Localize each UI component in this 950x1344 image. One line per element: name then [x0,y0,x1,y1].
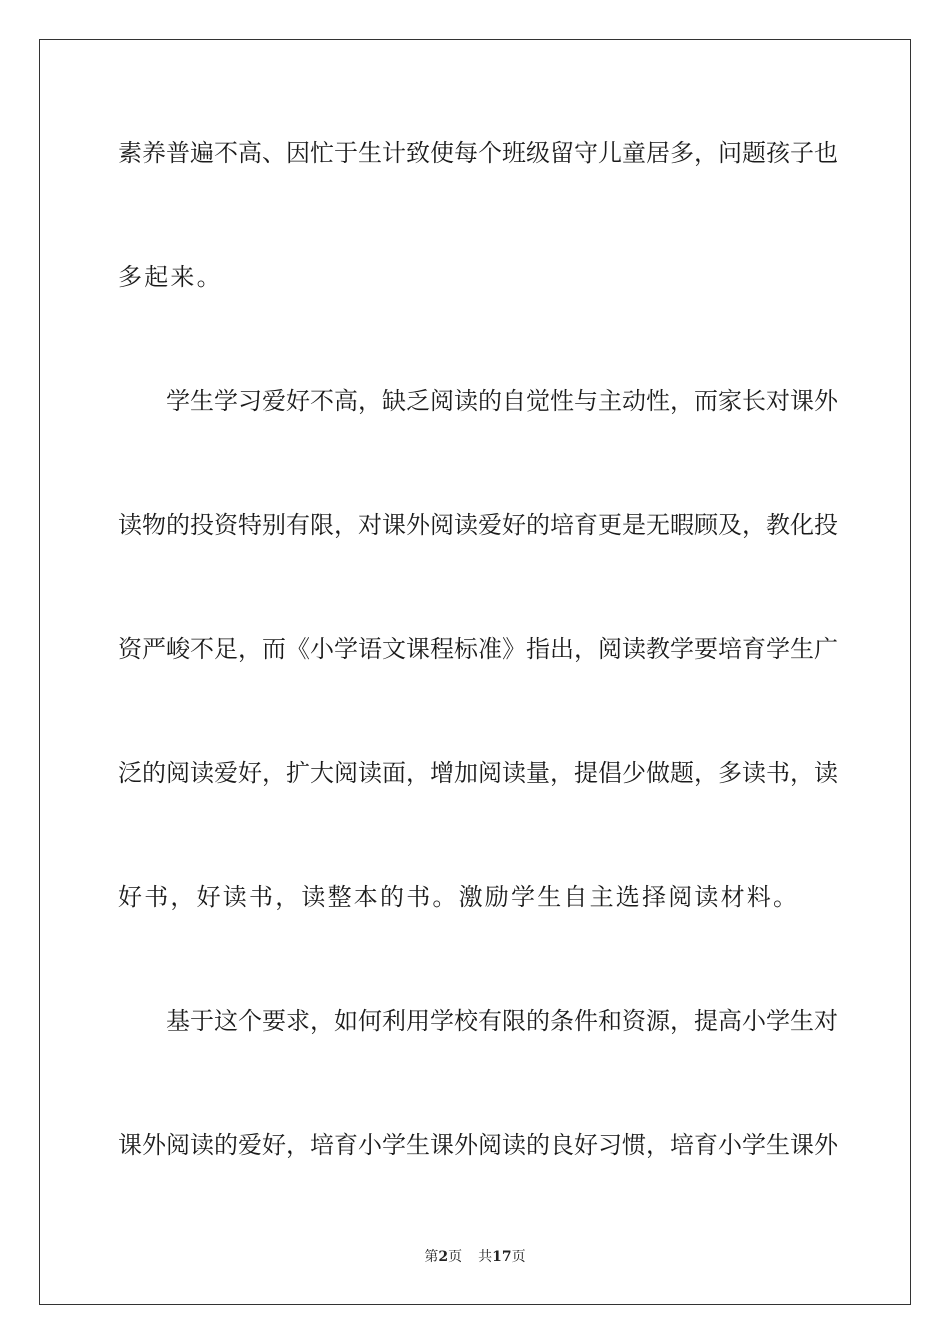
paragraph-line: 学生学习爱好不高，缺乏阅读的自觉性与主动性，而家长对课外 [166,387,838,415]
paragraph-line: 读物的投资特别有限，对课外阅读爱好的培育更是无暇顾及，教化投 [118,511,838,539]
paragraph-line: 泛的阅读爱好，扩大阅读面，增加阅读量，提倡少做题，多读书，读 [118,759,838,787]
paragraph-line: 素养普遍不高、因忙于生计致使每个班级留守儿童居多，问题孩子也 [118,139,838,167]
current-page-number: 2 [438,1249,449,1265]
paragraph-line: 多起来。 [118,263,223,291]
paragraph-line: 课外阅读的爱好，培育小学生课外阅读的良好习惯，培育小学生课外 [118,1131,838,1159]
paragraph-line: 好书，好读书，读整本的书。激励学生自主选择阅读材料。 [118,883,800,911]
page-footer [0,1248,950,1266]
page-border [39,39,911,1305]
total-pages-indicator: 共17页 [478,1249,526,1265]
paragraph-line: 资严峻不足，而《小学语文课程标准》指出，阅读教学要培育学生广 [118,635,838,663]
paragraph-line: 基于这个要求，如何利用学校有限的条件和资源，提高小学生对 [166,1007,838,1035]
total-page-count: 17 [492,1249,512,1265]
page-indicator: 第2页 [424,1249,463,1265]
